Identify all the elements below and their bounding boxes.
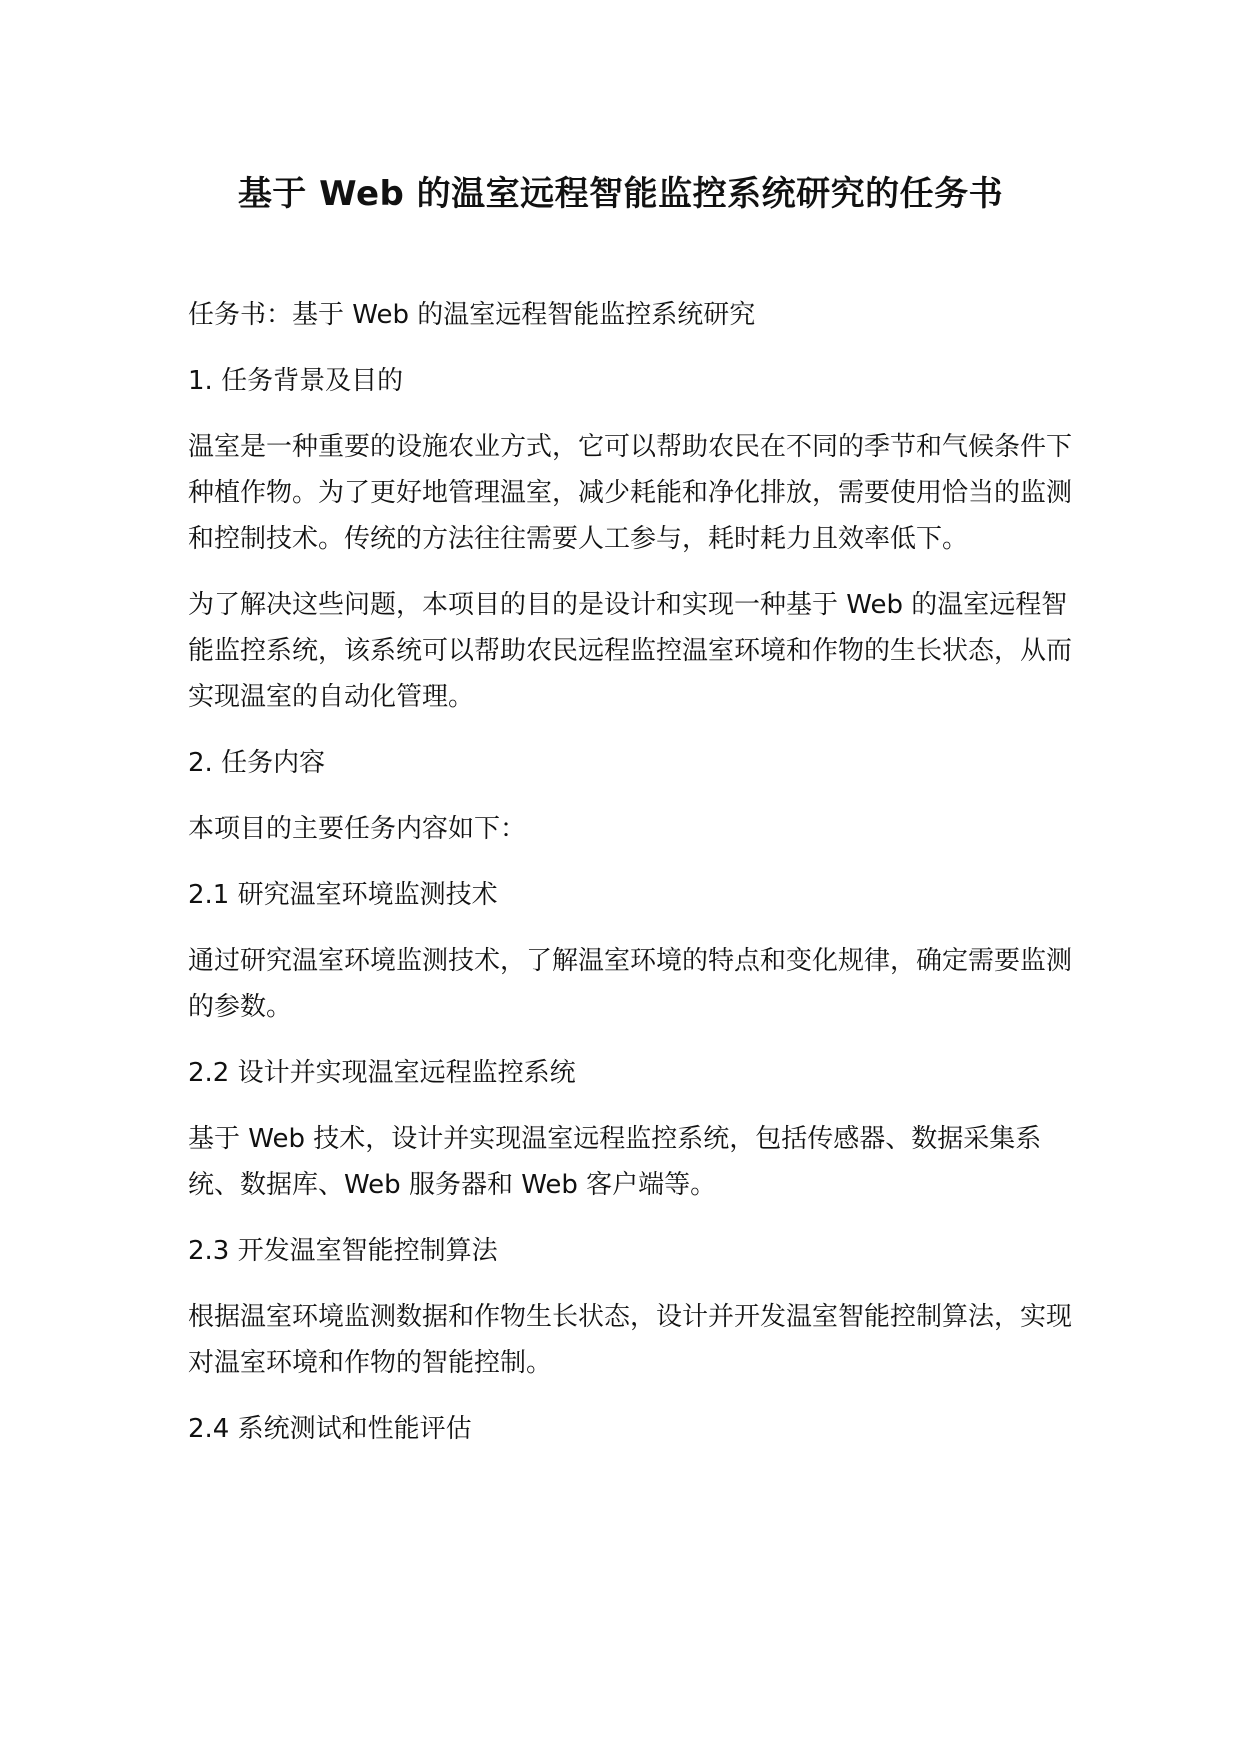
subsection-heading-2-4: 2.4 系统测试和性能评估 [188, 1414, 472, 1444]
body-paragraph: 温室是一种重要的设施农业方式，它可以帮助农民在不同的季节和气候条件下种植作物。为了更好地管理温室，减少耗能和净化排放，需要使用恰当的监测和控制技术。传统的方法往往需要人工参与，耗时耗力且效率低下。 [188, 432, 1073, 554]
section-heading-2: 2. 任务内容 [188, 748, 326, 778]
body-paragraph: 为了解决这些问题，本项目的目的是设计和实现一种基于 Web 的温室远程智能监控系统，该系统可以帮助农民远程监控温室环境和作物的生长状态，从而实现温室的自动化管理。 [188, 590, 1073, 712]
subsection-heading-2-1: 2.1 研究温室环境监测技术 [188, 880, 498, 910]
subsection-heading-2-2: 2.2 设计并实现温室远程监控系统 [188, 1058, 576, 1088]
document-title: 基于 Web 的温室远程智能监控系统研究的任务书 [237, 174, 1004, 214]
subsection-heading-2-3: 2.3 开发温室智能控制算法 [188, 1236, 498, 1266]
body-paragraph: 通过研究温室环境监测技术，了解温室环境的特点和变化规律，确定需要监测的参数。 [188, 946, 1073, 1022]
body-paragraph: 基于 Web 技术，设计并实现温室远程监控系统，包括传感器、数据采集系统、数据库、Web 服务器和 Web 客户端等。 [188, 1124, 1042, 1200]
body-paragraph: 本项目的主要任务内容如下： [188, 814, 527, 844]
document-body [188, 292, 1088, 1472]
body-paragraph: 根据温室环境监测数据和作物生长状态，设计并开发温室智能控制算法，实现对温室环境和作物的智能控制。 [188, 1302, 1073, 1378]
task-heading: 任务书：基于 Web 的温室远程智能监控系统研究 [188, 300, 756, 330]
section-heading-1: 1. 任务背景及目的 [188, 366, 404, 396]
